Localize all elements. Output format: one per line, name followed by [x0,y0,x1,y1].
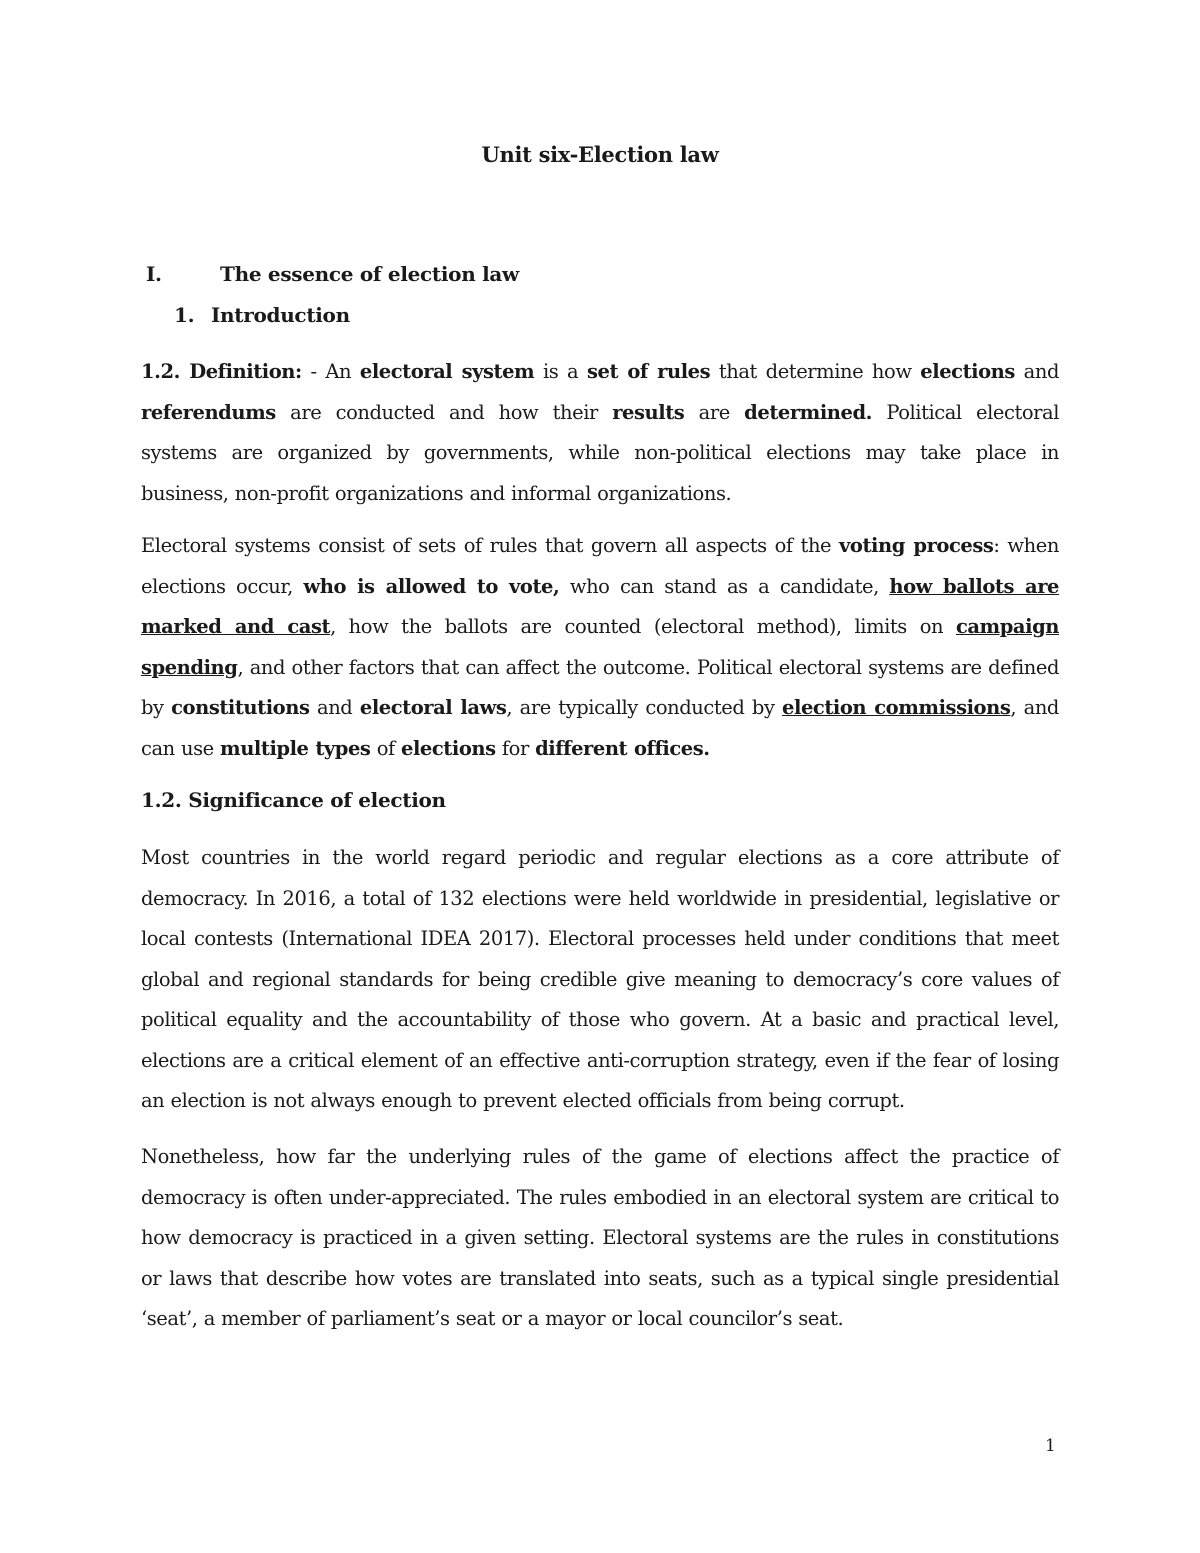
significance-paragraph-2: Nonetheless, how far the underlying rules of the game of elections affect the practice of democracy is often under-appreciated. The rules embodied in an electoral system are critical to how democracy is practiced in a given setting. Electoral systems are the rules in constitutions or laws that describe how votes are translated into seats, such as a typical single presidential ‘seat’, a member of parliament’s seat or a mayor or local councilor’s seat. [141,1145,1059,1330]
subsection-heading [174,303,350,327]
page-number: 1 [1045,1436,1056,1456]
significance-paragraph-1: Most countries in the world regard periodic and regular elections as a core attribute of democracy. In 2016, a total of 132 elections were held worldwide in presidential, legislative or local contests (International IDEA 2017). Electoral processes held under conditions that meet global and regional standards for being credible give meaning to democracy’s core values of political equality and the accountability of those who govern. At a basic and practical level, elections are a critical element of an effective anti-corruption strategy, even if the fear of losing an election is not always enough to prevent elected officials from being corrupt. [141,846,1059,1112]
subsection-label: Introduction [211,303,350,327]
section-number: I. [146,262,162,286]
document-title: Unit six-Election law [481,142,719,167]
significance-heading: 1.2. Significance of election [141,788,446,812]
definition-paragraph: 1.2. Definition: - An electoral system is a set of rules that determine how elections and referendums are conducted and how their results are determined. Political electoral systems are organized by governments, while non-political elections may take place in business, non-profit organizations and informal organizations. [141,360,1059,505]
electoral-systems-paragraph: Electoral systems consist of sets of rules that govern all aspects of the voting process: when elections occur, who is allowed to vote, who can stand as a candidate, how ballots are marked and cast, how the ballots are counted (electoral method), limits on campaign spending, and other factors that can affect the outcome. Political electoral systems are defined by constitutions and electoral laws, are typically conducted by election commissions, and can use multiple types of elections for different offices. [141,534,1060,760]
definition-label: 1.2. Definition: [141,360,302,383]
section-heading [146,262,519,286]
subsection-number: 1. [174,303,195,327]
section-label: The essence of election law [220,262,519,286]
